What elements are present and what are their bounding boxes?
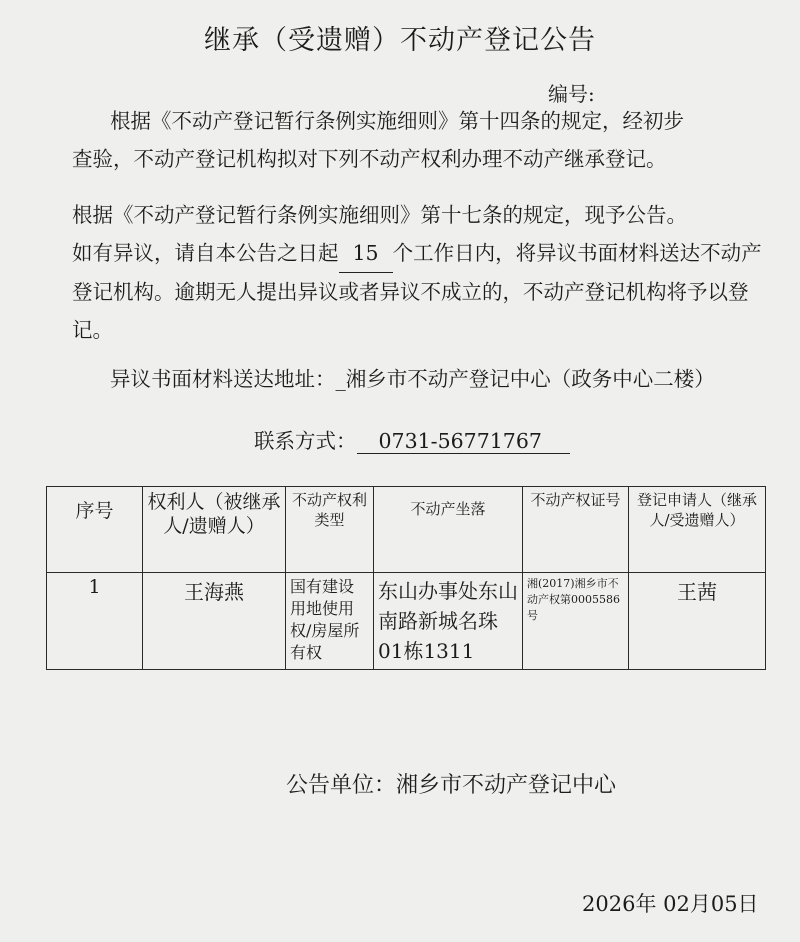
table-row xyxy=(47,573,766,670)
paragraph-1-line-2: 查验，不动产登记机构拟对下列不动产权利办理不动产继承登记。 xyxy=(72,147,667,171)
contact-label: 联系方式： xyxy=(254,429,357,453)
header-seq: 序号 xyxy=(47,487,143,573)
issuing-unit: 公告单位：湘乡市不动产登记中心 xyxy=(286,773,617,798)
number-label: 编号: xyxy=(548,82,595,106)
table-header-row xyxy=(47,487,766,573)
header-applicant: 登记申请人（继承人/受遗赠人） xyxy=(629,487,766,573)
objection-address xyxy=(72,364,772,394)
cell-location: 东山办事处东山南路新城名珠01栋1311 xyxy=(374,573,523,670)
cell-applicant: 王茜 xyxy=(629,573,766,670)
paragraph-3 xyxy=(72,234,762,349)
objection-days: 15 xyxy=(339,234,393,273)
document-title: 继承（受遗赠）不动产登记公告 xyxy=(204,25,596,56)
header-cert-no: 不动产权证号 xyxy=(523,487,629,573)
issue-date: 2026年 02月05日 xyxy=(582,892,759,916)
cell-seq: 1 xyxy=(47,573,143,670)
objection-text-after: 个工作日内，将异议书面材料送达不动产登记机构。逾期无人提出异议或者异议不成立的，不动产登记机构将予以登记。 xyxy=(72,241,762,342)
header-right-type: 不动产权利类型 xyxy=(286,487,374,573)
cell-right-type: 国有建设用地使用权/房屋所有权 xyxy=(286,573,374,670)
address-label: 异议书面材料送达地址： xyxy=(110,367,336,391)
paragraph-1 xyxy=(72,102,762,178)
contact-phone: 0731-56771767 xyxy=(357,429,570,454)
cell-owner: 王海燕 xyxy=(143,573,286,670)
registration-table xyxy=(46,486,766,670)
paragraph-1-line-1: 根据《不动产登记暂行条例实施细则》第十四条的规定，经初步 xyxy=(110,109,684,133)
address-value: _湘乡市不动产登记中心（政务中心二楼） xyxy=(335,367,715,391)
header-location: 不动产坐落 xyxy=(374,487,523,573)
contact-line xyxy=(254,424,570,454)
objection-text-before: 如有异议，请自本公告之日起 xyxy=(72,241,339,265)
paragraph-2: 根据《不动产登记暂行条例实施细则》第十七条的规定，现予公告。 xyxy=(72,203,687,227)
cell-cert-no: 湘(2017)湘乡市不动产权第0005586号 xyxy=(523,573,629,670)
header-owner: 权利人（被继承人/遗赠人） xyxy=(143,487,286,573)
